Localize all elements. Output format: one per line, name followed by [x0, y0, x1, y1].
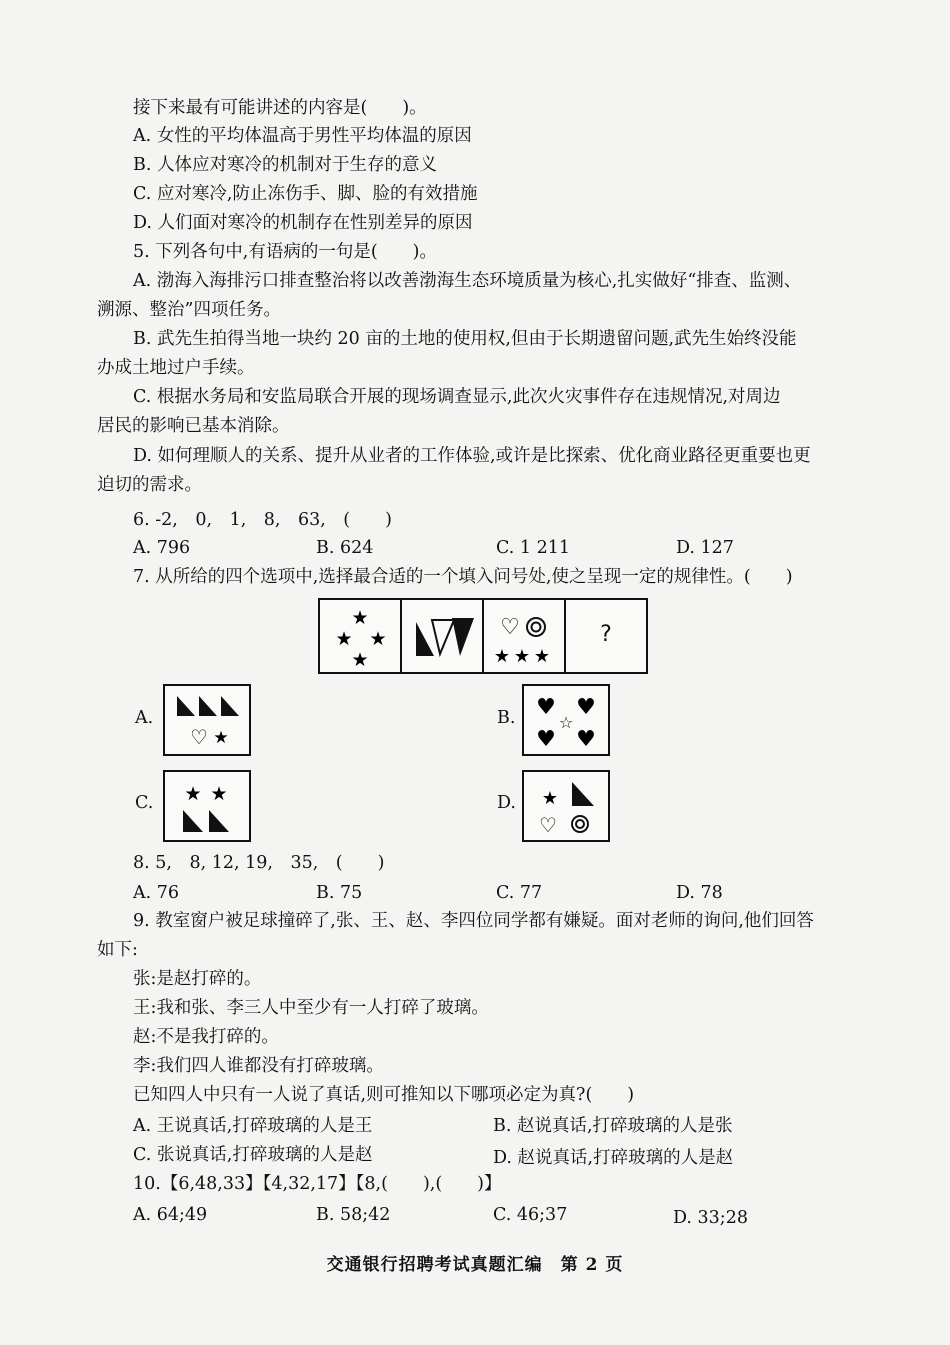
q8-option-a: A. 76: [133, 883, 180, 903]
q9-option-a: A. 王说真话,打碎玻璃的人是王: [133, 1116, 373, 1136]
svg-text:★: ★: [184, 783, 202, 805]
q4-option-b: B. 人体应对寒冷的机制对于生存的意义: [133, 155, 437, 175]
svg-text:♥: ♥: [576, 727, 596, 752]
q9-statement-wang: 王:我和张、李三人中至少有一人打碎了玻璃。: [133, 998, 489, 1018]
svg-text:♥: ♥: [576, 695, 596, 720]
q5-option-a-line2: 溯源、整治”四项任务。: [97, 300, 281, 320]
q5-option-a-line1: A. 渤海入海排污口排查整治将以改善渤海生态环境质量为核心,扎实做好“排查、监测、: [133, 271, 802, 291]
svg-text:★: ★: [541, 788, 559, 809]
q5-option-d-line2: 迫切的需求。: [97, 475, 202, 495]
q6-stem: 6. -2, 0, 1, 8, 63, ( ): [133, 510, 392, 530]
q9-option-c: C. 张说真话,打碎玻璃的人是赵: [133, 1145, 373, 1165]
q6-option-a: A. 796: [133, 538, 191, 558]
q9-statement-zhang: 张:是赵打碎的。: [133, 969, 262, 989]
q7-option-a[interactable]: [163, 684, 251, 756]
svg-text:★: ★: [213, 728, 229, 748]
q5-option-c-line2: 居民的影响已基本消除。: [97, 416, 290, 436]
question-mark: ?: [600, 622, 612, 647]
q9-statement-li: 李:我们四人谁都没有打碎玻璃。: [133, 1056, 384, 1076]
svg-text:♡: ♡: [190, 725, 208, 749]
q9-question: 已知四人中只有一人说了真话,则可推知以下哪项必定为真?( ): [133, 1085, 635, 1105]
q7-cell-three-stars: [320, 600, 402, 672]
q5-option-d-line1: D. 如何理顺人的关系、提升从业者的工作体验,或许是比探索、优化商业路径更重要也更: [133, 446, 811, 466]
svg-text:★: ★: [513, 646, 531, 667]
q8-option-d: D. 78: [676, 883, 723, 903]
q7-option-d[interactable]: [522, 770, 610, 842]
q9-option-b: B. 赵说真话,打碎玻璃的人是张: [493, 1116, 733, 1136]
q10-option-a: A. 64;49: [133, 1205, 208, 1225]
page-footer: 交通银行招聘考试真题汇编 第 2 页: [326, 1255, 624, 1275]
q10-option-b: B. 58;42: [316, 1205, 391, 1225]
q7-option-c[interactable]: [163, 770, 251, 842]
svg-text:★: ★: [369, 628, 387, 650]
q5-stem: 5. 下列各句中,有语病的一句是( )。: [133, 242, 437, 262]
q10-option-d: D. 33;28: [673, 1208, 748, 1228]
q4-option-d: D. 人们面对寒冷的机制存在性别差异的原因: [133, 213, 473, 233]
svg-text:★: ★: [335, 628, 353, 650]
svg-text:♥: ♥: [536, 727, 556, 752]
q5-option-b-line2: 办成土地过户手续。: [97, 358, 255, 378]
q10-option-c: C. 46;37: [493, 1205, 568, 1225]
svg-text:♡: ♡: [539, 813, 557, 837]
q7-cell-heart-circle-stars: [484, 600, 566, 672]
q4-option-a: A. 女性的平均体温高于男性平均体温的原因: [133, 126, 472, 146]
q6-option-c: C. 1 211: [496, 538, 570, 558]
q4-stem: 接下来最有可能讲述的内容是( )。: [133, 98, 427, 118]
q4-option-c: C. 应对寒冷,防止冻伤手、脚、脸的有效措施: [133, 184, 478, 204]
q6-option-b: B. 624: [316, 538, 374, 558]
q6-option-d: D. 127: [676, 538, 734, 558]
q9-stem-line1: 9. 教室窗户被足球撞碎了,张、王、赵、李四位同学都有嫌疑。面对老师的询问,他们回答: [133, 911, 814, 931]
svg-text:★: ★: [493, 646, 511, 667]
q7-label-a: A.: [135, 708, 154, 728]
q8-option-b: B. 75: [316, 883, 363, 903]
svg-text:★: ★: [351, 649, 369, 670]
q7-stem: 7. 从所给的四个选项中,选择最合适的一个填入问号处,使之呈现一定的规律性。( ): [133, 567, 793, 587]
q7-cell-shapes: [402, 600, 484, 672]
svg-text:★: ★: [210, 783, 228, 805]
q9-stem-line2: 如下:: [97, 940, 138, 960]
q7-label-c: C.: [135, 793, 154, 813]
svg-text:☆: ☆: [558, 713, 574, 732]
q7-cell-question: [566, 600, 646, 672]
q5-option-c-line1: C. 根据水务局和安监局联合开展的现场调查显示,此次火灾事件存在违规情况,对周边: [133, 387, 781, 407]
q9-option-d: D. 赵说真话,打碎玻璃的人是赵: [493, 1148, 734, 1168]
q5-option-b-line1: B. 武先生拍得当地一块约 20 亩的土地的使用权,但由于长期遗留问题,武先生始终没能: [133, 329, 797, 349]
q10-stem: 10.【6,48,33】【4,32,17】【8,( ),( )】: [133, 1174, 502, 1194]
svg-text:♡: ♡: [500, 615, 520, 640]
q7-sequence: [318, 598, 648, 674]
svg-text:★: ★: [351, 607, 369, 629]
q7-label-b: B.: [497, 708, 516, 728]
q7-option-b[interactable]: [522, 684, 610, 756]
q9-statement-zhao: 赵:不是我打碎的。: [133, 1027, 279, 1047]
q8-stem: 8. 5, 8, 12, 19, 35, ( ): [133, 853, 385, 873]
q7-label-d: D.: [497, 793, 516, 813]
svg-text:♥: ♥: [536, 695, 556, 720]
q8-option-c: C. 77: [496, 883, 543, 903]
svg-text:★: ★: [533, 646, 551, 667]
